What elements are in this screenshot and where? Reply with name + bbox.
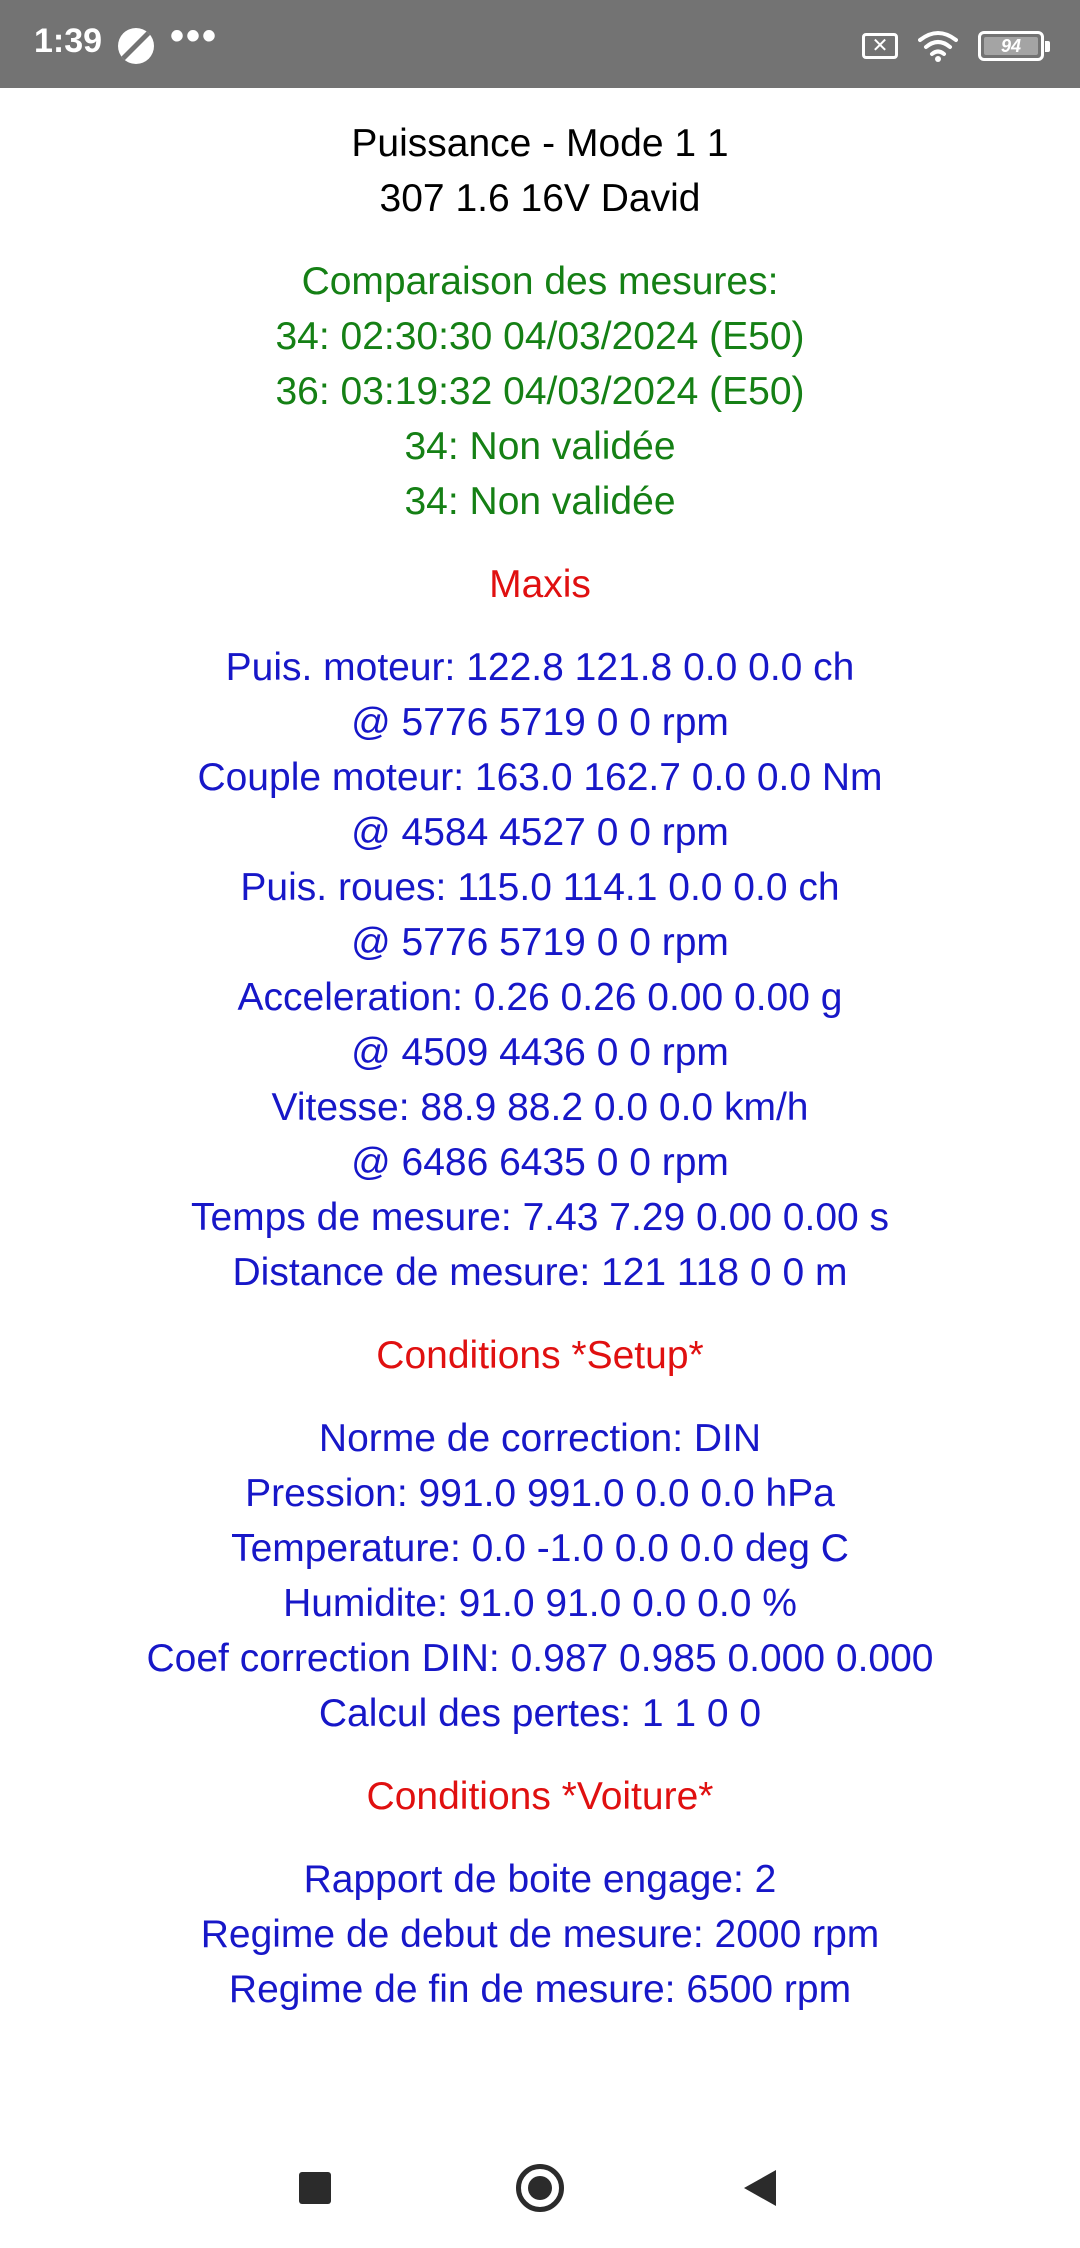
- voiture-section: [0, 1852, 1080, 2017]
- maxis-line: @ 6486 6435 0 0 rpm: [351, 1141, 729, 1184]
- report-title: Puissance - Mode 1 1: [351, 122, 729, 165]
- setup-line: Pression: 991.0 991.0 0.0 0.0 hPa: [245, 1472, 835, 1515]
- setup-line: Coef correction DIN: 0.987 0.985 0.000 0.000: [146, 1637, 934, 1680]
- comparison-run: 34: 02:30:30 04/03/2024 (E50): [275, 315, 805, 358]
- setup-line: Temperature: 0.0 -1.0 0.0 0.0 deg C: [231, 1527, 849, 1570]
- maxis-line: Couple moteur: 163.0 162.7 0.0 0.0 Nm: [197, 756, 883, 799]
- more-notifications-icon: •••: [170, 14, 219, 58]
- maxis-heading: Maxis: [489, 563, 591, 606]
- voiture-line: Rapport de boite engage: 2: [303, 1858, 777, 1901]
- maxis-line: Distance de mesure: 121 118 0 0 m: [232, 1251, 848, 1294]
- no-sim-icon: ✕: [862, 33, 898, 59]
- comparison-heading: Comparaison des mesures:: [301, 260, 779, 303]
- maxis-line: @ 5776 5719 0 0 rpm: [351, 921, 729, 964]
- maxis-section: [0, 640, 1080, 1300]
- maxis-line: Puis. roues: 115.0 114.1 0.0 0.0 ch: [240, 866, 840, 909]
- maxis-line: Vitesse: 88.9 88.2 0.0 0.0 km/h: [271, 1086, 809, 1129]
- maxis-line: Puis. moteur: 122.8 121.8 0.0 0.0 ch: [225, 646, 855, 689]
- setup-heading: Conditions *Setup*: [376, 1334, 704, 1377]
- setup-section: [0, 1411, 1080, 1741]
- recent-apps-button[interactable]: [299, 2172, 331, 2204]
- setup-line: Humidite: 91.0 91.0 0.0 0.0 %: [283, 1582, 797, 1625]
- validation-status: 34: Non validée: [404, 480, 676, 523]
- do-not-disturb-icon: [118, 28, 154, 64]
- maxis-line: Acceleration: 0.26 0.26 0.00 0.00 g: [237, 976, 843, 1019]
- status-time: 1:39: [34, 22, 103, 60]
- back-button[interactable]: [744, 2170, 776, 2206]
- setup-line: Calcul des pertes: 1 1 0 0: [318, 1692, 762, 1735]
- maxis-line: Temps de mesure: 7.43 7.29 0.00 0.00 s: [190, 1196, 890, 1239]
- status-bar: [0, 0, 1080, 88]
- voiture-line: Regime de debut de mesure: 2000 rpm: [200, 1913, 880, 1956]
- battery-icon: [978, 31, 1044, 61]
- validation-status: 34: Non validée: [404, 425, 676, 468]
- voiture-line: Regime de fin de mesure: 6500 rpm: [228, 1968, 852, 2011]
- maxis-line: @ 5776 5719 0 0 rpm: [351, 701, 729, 744]
- navigation-bar: [0, 2130, 1080, 2248]
- comparison-run: 36: 03:19:32 04/03/2024 (E50): [275, 370, 805, 413]
- report-content: [0, 88, 1080, 2017]
- comparison-section: [0, 254, 1080, 529]
- wifi-icon: [918, 30, 958, 62]
- home-button[interactable]: [516, 2164, 564, 2212]
- setup-line: Norme de correction: DIN: [318, 1417, 762, 1460]
- voiture-heading: Conditions *Voiture*: [366, 1775, 714, 1818]
- vehicle-name: 307 1.6 16V David: [379, 177, 701, 220]
- maxis-line: @ 4584 4527 0 0 rpm: [351, 811, 729, 854]
- maxis-line: @ 4509 4436 0 0 rpm: [351, 1031, 729, 1074]
- battery-level: 94: [1000, 35, 1022, 56]
